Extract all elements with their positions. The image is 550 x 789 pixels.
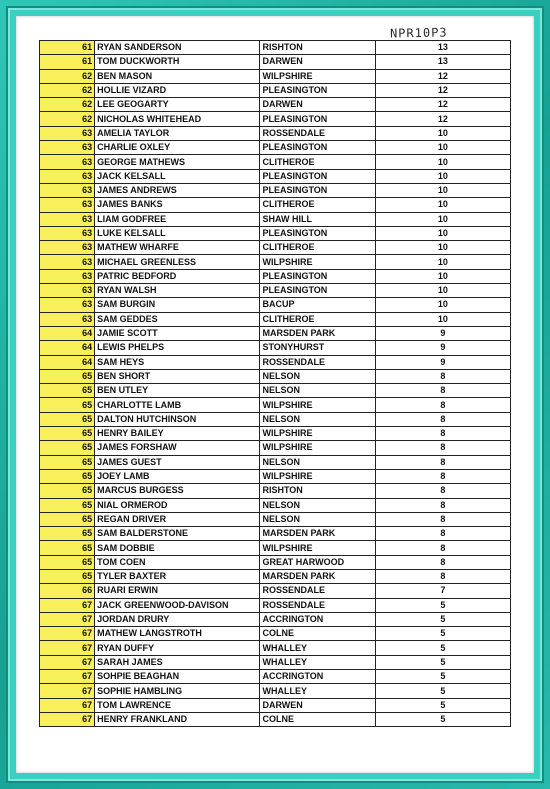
name-cell: LIAM GODFREE [95,212,260,226]
table-row [40,183,511,197]
position-cell: 65 [40,441,95,455]
name-cell: TOM DUCKWORTH [95,55,260,69]
table-row [40,226,511,240]
name-cell: JAMIE SCOTT [95,326,260,340]
table-row [40,627,511,641]
position-cell: 67 [40,698,95,712]
points-cell: 9 [375,355,510,369]
table-row [40,341,511,355]
table-row [40,569,511,583]
club-cell: NELSON [260,498,375,512]
name-cell: HENRY BAILEY [95,427,260,441]
table-row [40,484,511,498]
name-cell: BEN MASON [95,69,260,83]
position-cell: 65 [40,455,95,469]
table-row [40,55,511,69]
position-cell: 61 [40,41,95,55]
name-cell: MATHEW WHARFE [95,241,260,255]
position-cell: 63 [40,155,95,169]
points-cell: 10 [375,255,510,269]
position-cell: 63 [40,212,95,226]
club-cell: STONYHURST [260,341,375,355]
position-cell: 65 [40,369,95,383]
club-cell: WILPSHIRE [260,441,375,455]
name-cell: SAM GEDDES [95,312,260,326]
position-cell: 63 [40,284,95,298]
handwritten-note: NPR10P3 [389,25,448,41]
position-cell: 63 [40,255,95,269]
table-row [40,598,511,612]
club-cell: GREAT HARWOOD [260,555,375,569]
club-cell: ROSSENDALE [260,126,375,140]
position-cell: 65 [40,384,95,398]
position-cell: 65 [40,427,95,441]
table-row [40,269,511,283]
table-row [40,312,511,326]
name-cell: RYAN SANDERSON [95,41,260,55]
position-cell: 65 [40,569,95,583]
table-row [40,555,511,569]
position-cell: 64 [40,341,95,355]
position-cell: 63 [40,269,95,283]
position-cell: 67 [40,641,95,655]
table-row [40,212,511,226]
club-cell: MARSDEN PARK [260,527,375,541]
club-cell: PLEASINGTON [260,169,375,183]
club-cell: COLNE [260,712,375,726]
position-cell: 67 [40,670,95,684]
table-row [40,441,511,455]
name-cell: SARAH JAMES [95,655,260,669]
results-table-body [40,41,511,727]
points-cell: 8 [375,498,510,512]
club-cell: NELSON [260,512,375,526]
points-cell: 13 [375,55,510,69]
position-cell: 63 [40,169,95,183]
position-cell: 62 [40,69,95,83]
name-cell: JACK KELSALL [95,169,260,183]
club-cell: BACUP [260,298,375,312]
table-row [40,169,511,183]
name-cell: TOM LAWRENCE [95,698,260,712]
name-cell: JORDAN DRURY [95,612,260,626]
name-cell: DALTON HUTCHINSON [95,412,260,426]
points-cell: 8 [375,555,510,569]
table-row [40,684,511,698]
table-row [40,384,511,398]
club-cell: DARWEN [260,98,375,112]
points-cell: 10 [375,298,510,312]
points-cell: 5 [375,670,510,684]
club-cell: DARWEN [260,55,375,69]
points-cell: 10 [375,126,510,140]
points-cell: 12 [375,69,510,83]
table-row [40,498,511,512]
club-cell: DARWEN [260,698,375,712]
table-row [40,141,511,155]
club-cell: NELSON [260,455,375,469]
table-row [40,584,511,598]
club-cell: WHALLEY [260,641,375,655]
position-cell: 67 [40,598,95,612]
name-cell: LEE GEOGARTY [95,98,260,112]
points-cell: 10 [375,312,510,326]
position-cell: 66 [40,584,95,598]
name-cell: SAM DOBBIE [95,541,260,555]
table-row [40,698,511,712]
name-cell: RUARI ERWIN [95,584,260,598]
points-cell: 7 [375,584,510,598]
position-cell: 67 [40,684,95,698]
name-cell: JACK GREENWOOD-DAVISON [95,598,260,612]
club-cell: SHAW HILL [260,212,375,226]
club-cell: ROSSENDALE [260,584,375,598]
name-cell: JAMES ANDREWS [95,183,260,197]
name-cell: RYAN DUFFY [95,641,260,655]
club-cell: WILPSHIRE [260,255,375,269]
points-cell: 5 [375,598,510,612]
club-cell: PLEASINGTON [260,112,375,126]
name-cell: RYAN WALSH [95,284,260,298]
position-cell: 63 [40,226,95,240]
points-cell: 10 [375,198,510,212]
position-cell: 67 [40,627,95,641]
position-cell: 63 [40,241,95,255]
points-cell: 8 [375,412,510,426]
table-row [40,712,511,726]
points-cell: 10 [375,183,510,197]
name-cell: SAM BALDERSTONE [95,527,260,541]
name-cell: HENRY FRANKLAND [95,712,260,726]
points-cell: 5 [375,712,510,726]
position-cell: 67 [40,612,95,626]
name-cell: BEN SHORT [95,369,260,383]
position-cell: 63 [40,141,95,155]
table-row [40,126,511,140]
position-cell: 64 [40,326,95,340]
name-cell: MICHAEL GREENLESS [95,255,260,269]
position-cell: 63 [40,298,95,312]
points-cell: 10 [375,269,510,283]
table-row [40,655,511,669]
points-cell: 5 [375,627,510,641]
points-cell: 8 [375,527,510,541]
points-cell: 8 [375,398,510,412]
points-cell: 10 [375,141,510,155]
club-cell: WILPSHIRE [260,469,375,483]
points-cell: 10 [375,284,510,298]
club-cell: WILPSHIRE [260,398,375,412]
club-cell: PLEASINGTON [260,284,375,298]
club-cell: CLITHEROE [260,155,375,169]
club-cell: CLITHEROE [260,312,375,326]
points-cell: 5 [375,698,510,712]
position-cell: 65 [40,469,95,483]
table-row [40,612,511,626]
club-cell: CLITHEROE [260,241,375,255]
table-row [40,412,511,426]
position-cell: 65 [40,512,95,526]
points-cell: 8 [375,541,510,555]
position-cell: 62 [40,112,95,126]
points-cell: 8 [375,369,510,383]
table-row [40,670,511,684]
club-cell: ACCRINGTON [260,670,375,684]
table-row [40,527,511,541]
position-cell: 65 [40,398,95,412]
points-cell: 5 [375,641,510,655]
table-row [40,284,511,298]
results-table [39,40,511,727]
points-cell: 5 [375,655,510,669]
position-cell: 62 [40,83,95,97]
table-row [40,355,511,369]
table-row [40,112,511,126]
club-cell: PLEASINGTON [260,83,375,97]
table-row [40,155,511,169]
club-cell: ROSSENDALE [260,598,375,612]
club-cell: WILPSHIRE [260,541,375,555]
position-cell: 65 [40,527,95,541]
table-row [40,427,511,441]
club-cell: RISHTON [260,484,375,498]
position-cell: 64 [40,355,95,369]
points-cell: 8 [375,441,510,455]
name-cell: BEN UTLEY [95,384,260,398]
club-cell: MARSDEN PARK [260,569,375,583]
club-cell: ROSSENDALE [260,355,375,369]
club-cell: PLEASINGTON [260,269,375,283]
table-row [40,398,511,412]
name-cell: JOEY LAMB [95,469,260,483]
name-cell: CHARLIE OXLEY [95,141,260,155]
points-cell: 10 [375,241,510,255]
table-row [40,198,511,212]
points-cell: 8 [375,569,510,583]
club-cell: PLEASINGTON [260,183,375,197]
table-row [40,326,511,340]
club-cell: WHALLEY [260,655,375,669]
club-cell: WILPSHIRE [260,427,375,441]
position-cell: 65 [40,555,95,569]
table-row [40,298,511,312]
points-cell: 8 [375,512,510,526]
club-cell: MARSDEN PARK [260,326,375,340]
name-cell: JAMES FORSHAW [95,441,260,455]
points-cell: 10 [375,155,510,169]
points-cell: 13 [375,41,510,55]
table-row [40,98,511,112]
table-row [40,469,511,483]
name-cell: JAMES GUEST [95,455,260,469]
results-sheet [16,16,534,773]
position-cell: 65 [40,498,95,512]
name-cell: NICHOLAS WHITEHEAD [95,112,260,126]
position-cell: 65 [40,541,95,555]
club-cell: NELSON [260,412,375,426]
table-row [40,369,511,383]
points-cell: 8 [375,384,510,398]
name-cell: SAM BURGIN [95,298,260,312]
name-cell: TOM COEN [95,555,260,569]
club-cell: WILPSHIRE [260,69,375,83]
name-cell: JAMES BANKS [95,198,260,212]
points-cell: 9 [375,341,510,355]
name-cell: SOHPIE BEAGHAN [95,670,260,684]
points-cell: 12 [375,112,510,126]
table-row [40,241,511,255]
points-cell: 9 [375,326,510,340]
club-cell: CLITHEROE [260,198,375,212]
points-cell: 8 [375,484,510,498]
table-row [40,41,511,55]
table-row [40,541,511,555]
position-cell: 61 [40,55,95,69]
table-row [40,641,511,655]
name-cell: PATRIC BEDFORD [95,269,260,283]
name-cell: TYLER BAXTER [95,569,260,583]
name-cell: GEORGE MATHEWS [95,155,260,169]
name-cell: MARCUS BURGESS [95,484,260,498]
club-cell: RISHTON [260,41,375,55]
position-cell: 67 [40,655,95,669]
name-cell: MATHEW LANGSTROTH [95,627,260,641]
table-row [40,512,511,526]
club-cell: NELSON [260,384,375,398]
points-cell: 12 [375,83,510,97]
club-cell: PLEASINGTON [260,226,375,240]
position-cell: 65 [40,412,95,426]
points-cell: 10 [375,169,510,183]
name-cell: SOPHIE HAMBLING [95,684,260,698]
name-cell: HOLLIE VIZARD [95,83,260,97]
position-cell: 62 [40,98,95,112]
table-row [40,455,511,469]
points-cell: 12 [375,98,510,112]
table-row [40,83,511,97]
position-cell: 63 [40,126,95,140]
points-cell: 10 [375,212,510,226]
table-row [40,69,511,83]
position-cell: 65 [40,484,95,498]
points-cell: 5 [375,684,510,698]
club-cell: ACCRINGTON [260,612,375,626]
points-cell: 8 [375,427,510,441]
name-cell: LUKE KELSALL [95,226,260,240]
points-cell: 8 [375,469,510,483]
position-cell: 63 [40,198,95,212]
table-row [40,255,511,269]
name-cell: SAM HEYS [95,355,260,369]
name-cell: AMELIA TAYLOR [95,126,260,140]
club-cell: WHALLEY [260,684,375,698]
name-cell: NIAL ORMEROD [95,498,260,512]
position-cell: 67 [40,712,95,726]
name-cell: REGAN DRIVER [95,512,260,526]
points-cell: 8 [375,455,510,469]
position-cell: 63 [40,183,95,197]
name-cell: CHARLOTTE LAMB [95,398,260,412]
club-cell: NELSON [260,369,375,383]
position-cell: 63 [40,312,95,326]
points-cell: 10 [375,226,510,240]
club-cell: PLEASINGTON [260,141,375,155]
name-cell: LEWIS PHELPS [95,341,260,355]
club-cell: COLNE [260,627,375,641]
points-cell: 5 [375,612,510,626]
